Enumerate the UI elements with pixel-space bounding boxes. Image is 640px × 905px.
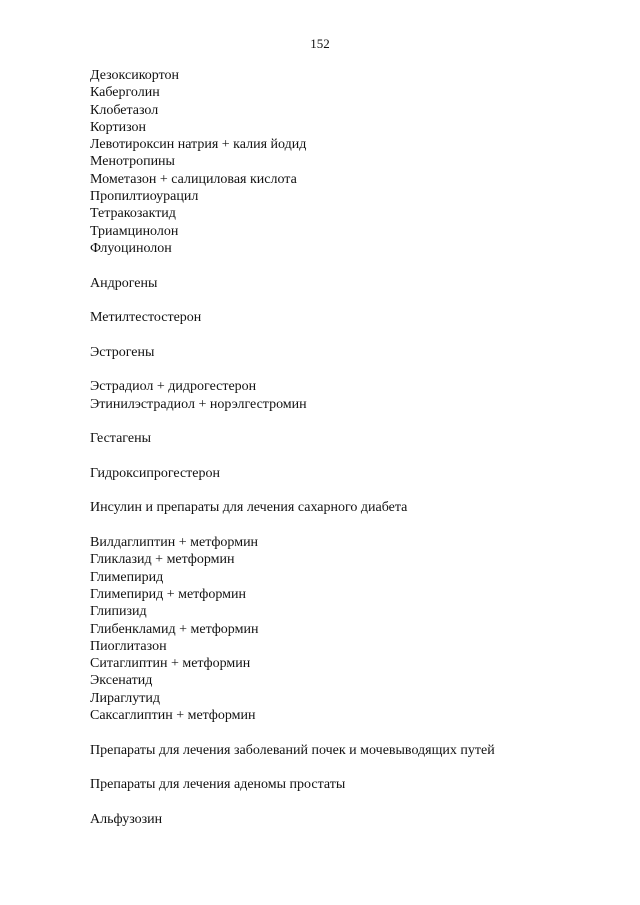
paragraph-gap	[90, 759, 610, 776]
page-number: 152	[310, 36, 330, 51]
text-block	[90, 742, 610, 759]
text-line: Мометазон + салициловая кислота	[90, 171, 297, 187]
text-line: Гидроксипрогестерон	[90, 465, 220, 481]
text-line: Вилдаглиптин + метформин	[90, 535, 259, 551]
text-line: Андрогены	[90, 275, 158, 291]
text-line: Глимепирид	[90, 569, 164, 585]
text-line: Саксаглиптин + метформин	[90, 707, 256, 723]
text-line: Инсулин и препараты для лечения сахарного диабета	[90, 500, 408, 516]
paragraph-gap	[90, 326, 610, 343]
text-block	[90, 309, 610, 326]
paragraph-gap	[90, 361, 610, 378]
text-block	[90, 344, 610, 361]
text-line: Левотироксин натрия + калия йодид	[90, 137, 307, 153]
text-line: Триамцинолон	[90, 223, 179, 239]
text-line: Клобетазол	[90, 102, 159, 118]
paragraph-gap	[90, 292, 610, 309]
text-line: Пропилтиоурацил	[90, 189, 199, 205]
text-line: Препараты для лечения аденомы простаты	[90, 777, 346, 793]
paragraph-gap	[90, 724, 610, 741]
paragraph-gap	[90, 413, 610, 430]
text-line: Глибенкламид + метформин	[90, 621, 259, 637]
text-block	[90, 499, 610, 516]
text-line: Дезоксикортон	[90, 68, 180, 83]
text-line: Альфузозин	[90, 811, 163, 827]
text-line: Метилтестостерон	[90, 310, 202, 326]
text-line: Эксенатид	[90, 673, 153, 689]
text-line: Гестагены	[90, 431, 151, 447]
text-line: Эстрогены	[90, 344, 155, 360]
text-line: Менотропины	[90, 154, 175, 170]
text-line: Пиоглитазон	[90, 638, 167, 654]
text-block	[90, 430, 610, 447]
text-block	[90, 275, 610, 292]
text-block	[90, 67, 610, 257]
document-body	[90, 67, 610, 828]
text-line: Этинилэстрадиол + норэлгестромин	[90, 396, 307, 412]
text-block	[90, 378, 610, 413]
text-line: Флуоцинолон	[90, 240, 172, 256]
text-block	[90, 534, 610, 724]
paragraph-gap	[90, 448, 610, 465]
paragraph-gap	[90, 793, 610, 810]
text-block	[90, 465, 610, 482]
text-line: Тетракозактид	[90, 206, 176, 222]
text-line: Препараты для лечения заболеваний почек и мочевыводящих путей	[90, 742, 495, 758]
text-line: Каберголин	[90, 85, 160, 101]
paragraph-gap	[90, 482, 610, 499]
text-line: Кортизон	[90, 119, 147, 135]
paragraph-gap	[90, 257, 610, 274]
text-line: Лираглутид	[90, 690, 160, 706]
text-line: Ситаглиптин + метформин	[90, 656, 251, 672]
text-block	[90, 776, 610, 793]
text-line: Глипизид	[90, 604, 147, 620]
text-line: Эстрадиол + дидрогестерон	[90, 379, 257, 395]
text-block	[90, 811, 610, 828]
text-line: Гликлазид + метформин	[90, 552, 235, 568]
text-line: Глимепирид + метформин	[90, 586, 246, 602]
paragraph-gap	[90, 517, 610, 534]
